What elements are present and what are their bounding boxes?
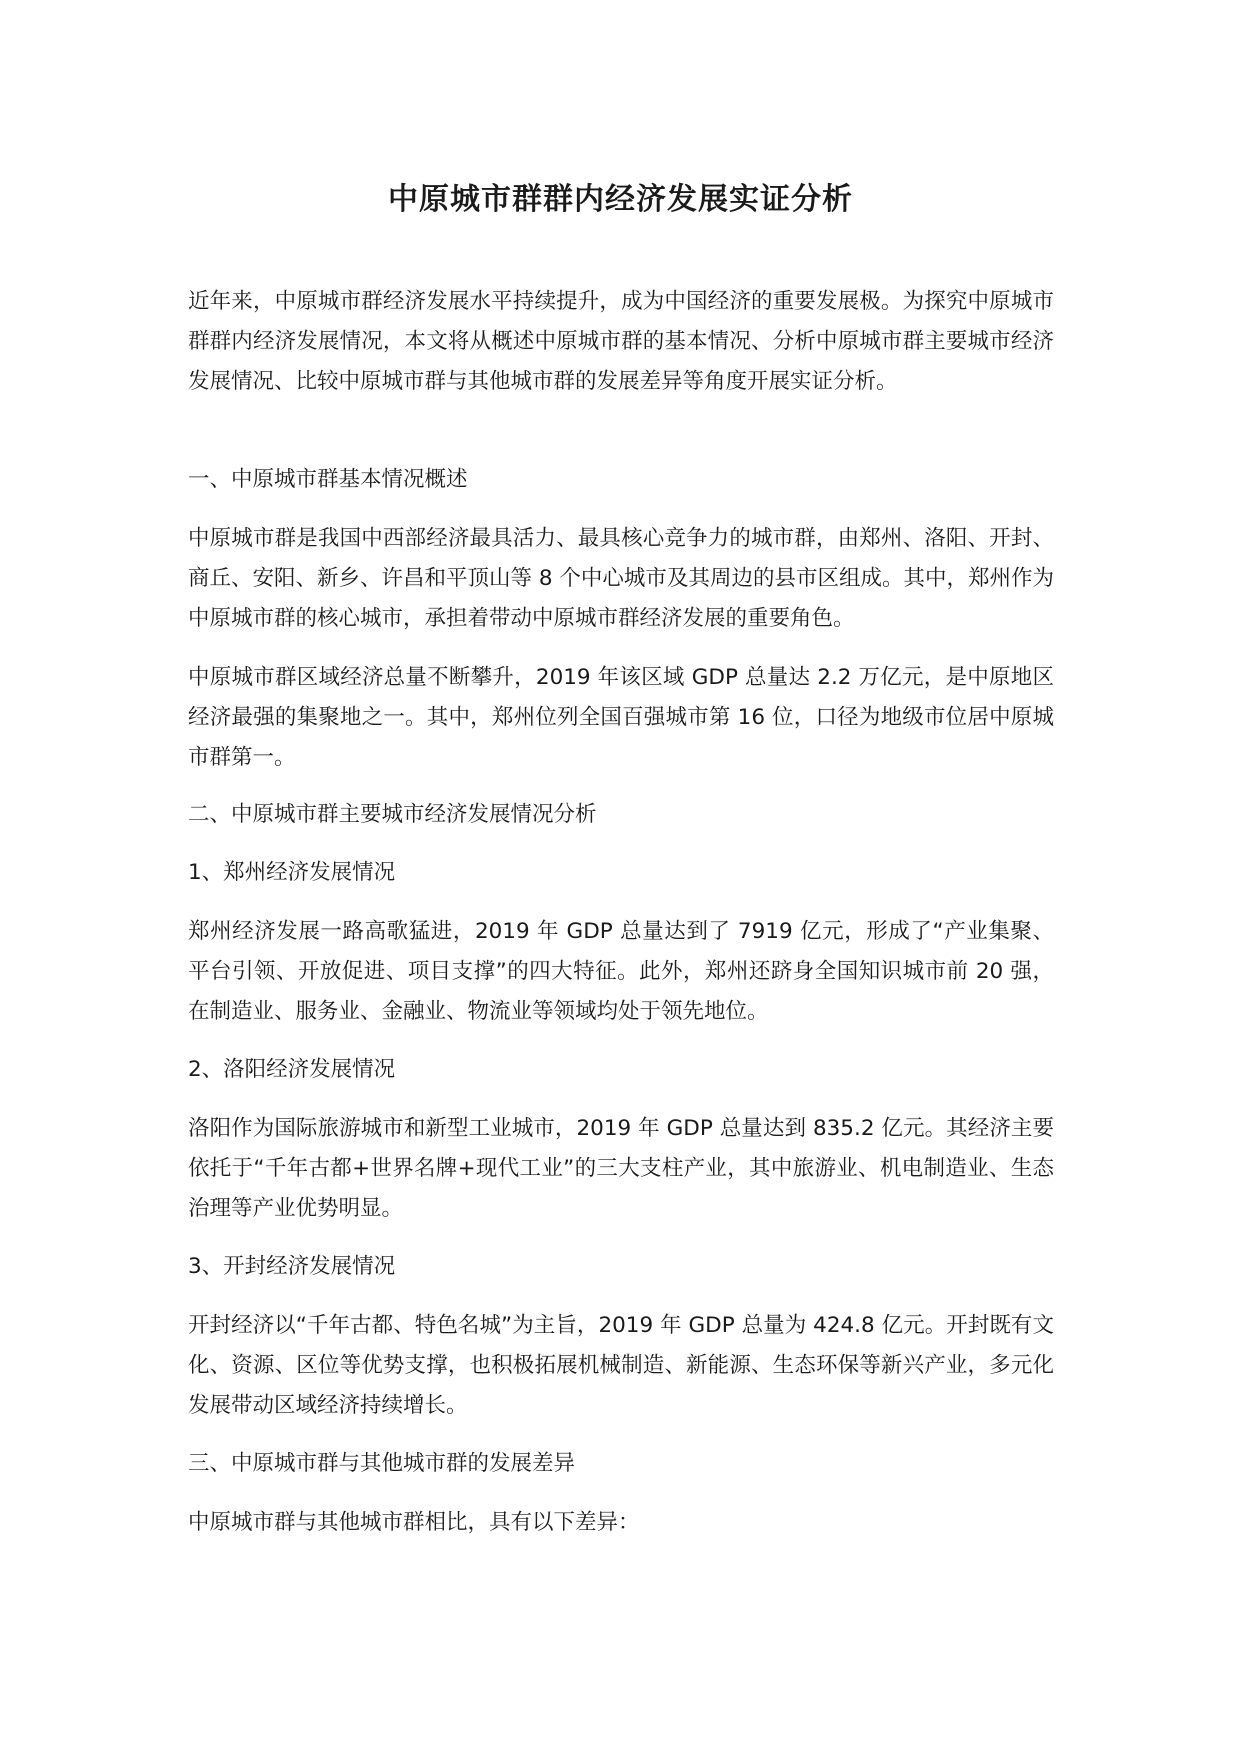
section-heading-1: 一、中原城市群基本情况概述 (188, 467, 468, 492)
kaifeng-paragraph: 开封经济以“千年古都、特色名城”为主旨，2019 年 GDP 总量为 424.8 亿元。开封既有文化、资源、区位等优势支撑，也积极拓展机械制造、新能源、生态环保等新兴产业，多元化发展带动区域经济持续增长。 (188, 1313, 1054, 1418)
subsection-heading-luoyang: 2、洛阳经济发展情况 (188, 1057, 396, 1082)
subsection-heading-kaifeng: 3、开封经济发展情况 (188, 1254, 396, 1279)
zhengzhou-paragraph: 郑州经济发展一路高歌猛进，2019 年 GDP 总量达到了 7919 亿元，形成了“产业集聚、平台引领、开放促进、项目支撑”的四大特征。此外，郑州还跻身全国知识城市前 20 强，在制造业、服务业、金融业、物流业等领域均处于领先地位。 (188, 919, 1054, 1024)
section1-paragraph-1: 中原城市群是我国中西部经济最具活力、最具核心竞争力的城市群，由郑州、洛阳、开封、商丘、安阳、新乡、许昌和平顶山等 8 个中心城市及其周边的县市区组成。其中，郑州作为中原城市群的核心城市，承担着带动中原城市群经济发展的重要角色。 (188, 526, 1054, 631)
section3-paragraph: 中原城市群与其他城市群相比，具有以下差异： (188, 1510, 640, 1535)
section-heading-3: 三、中原城市群与其他城市群的发展差异 (188, 1451, 576, 1476)
subsection-heading-zhengzhou: 1、郑州经济发展情况 (188, 860, 396, 885)
section-heading-2: 二、中原城市群主要城市经济发展情况分析 (188, 802, 597, 827)
luoyang-paragraph: 洛阳作为国际旅游城市和新型工业城市，2019 年 GDP 总量达到 835.2 亿元。其经济主要依托于“千年古都+世界名牌+现代工业”的三大支柱产业，其中旅游业、机电制造业、生态治理等产业优势明显。 (188, 1116, 1054, 1221)
section1-paragraph-2: 中原城市群区域经济总量不断攀升，2019 年该区域 GDP 总量达 2.2 万亿元，是中原地区经济最强的集聚地之一。其中，郑州位列全国百强城市第 16 位，口径为地级市位居中原城市群第一。 (188, 665, 1054, 770)
intro-paragraph: 近年来，中原城市群经济发展水平持续提升，成为中国经济的重要发展极。为探究中原城市群群内经济发展情况，本文将从概述中原城市群的基本情况、分析中原城市群主要城市经济发展情况、比较中原城市群与其他城市群的发展差异等角度开展实证分析。 (188, 289, 1054, 394)
document-title: 中原城市群群内经济发展实证分析 (388, 182, 853, 217)
